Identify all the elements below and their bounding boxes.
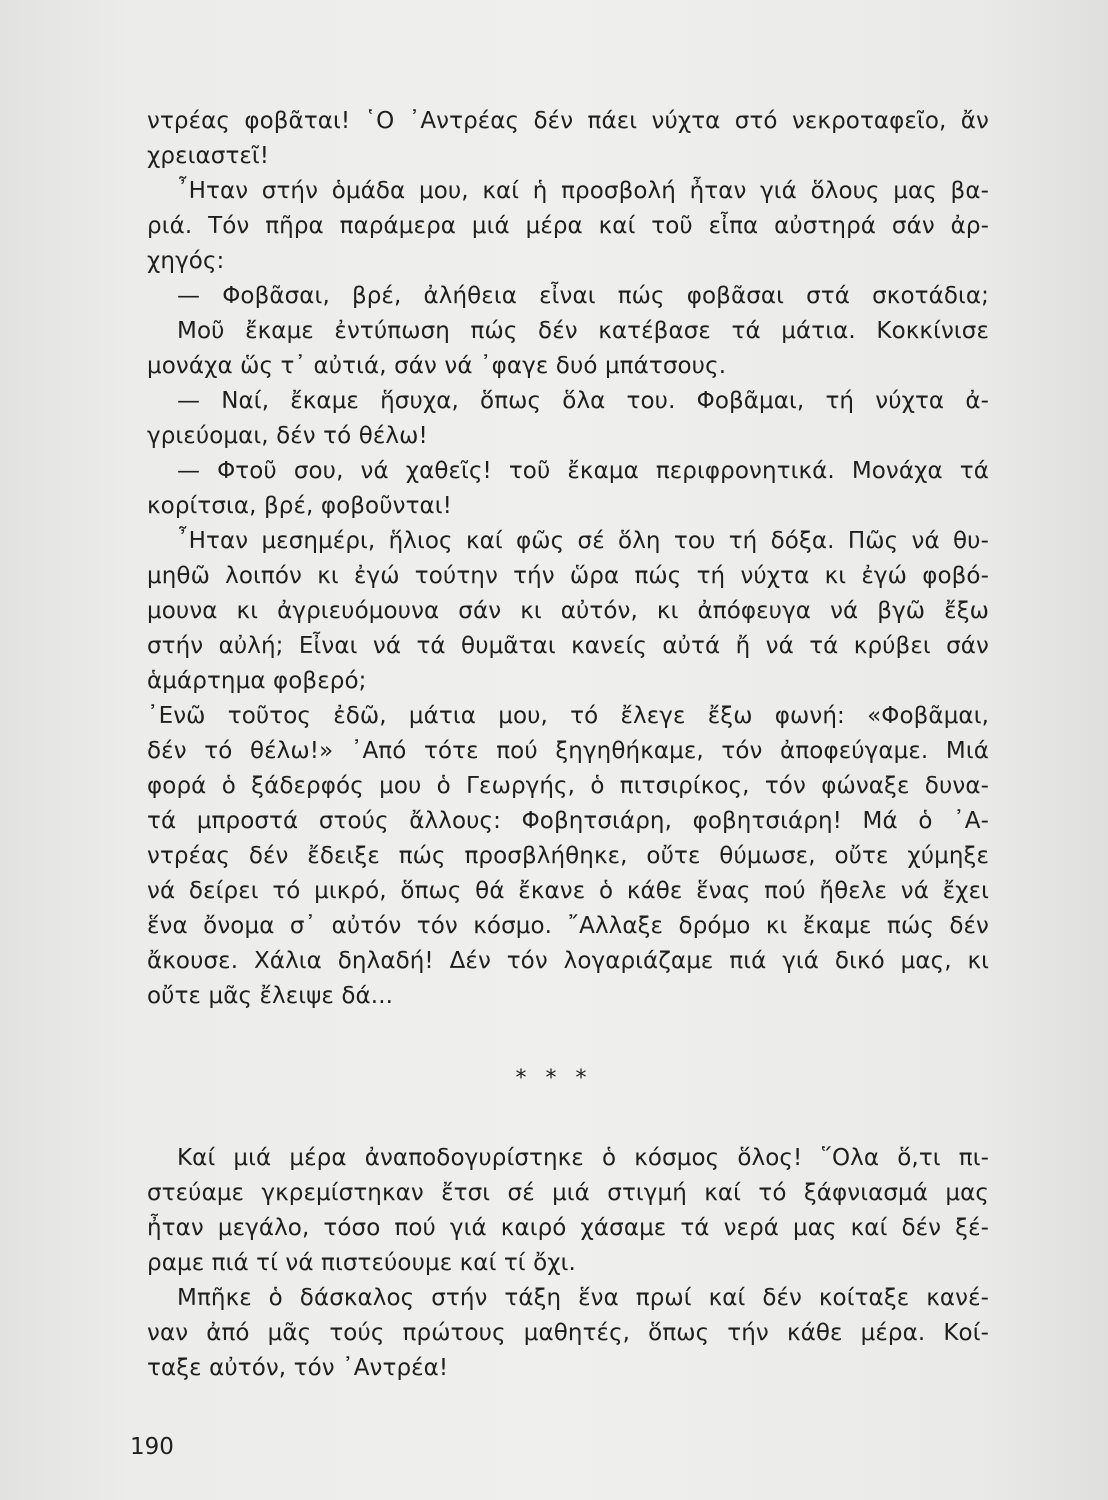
text-line: φορά ὁ ξάδερφός μου ὁ Γεωργής, ὁ πιτσιρίκος, τόν φώναξε δυνα- — [147, 773, 989, 799]
text-line: — Φτοῦ σου, νά χαθεῖς! τοῦ ἔκαμα περιφρονητικά. Μονάχα τά — [177, 458, 989, 484]
text-line: τά μπροστά στούς ἄλλους: Φοβητσιάρη, φοβητσιάρη! Μά ὁ ᾿Α- — [147, 808, 989, 834]
text-line: στήν αὐλή; Εἶναι νά τά θυμᾶται κανείς αὐτά ἤ νά τά κρύβει σάν — [147, 633, 989, 659]
main-text-top — [147, 104, 989, 1014]
text-line: ναν ἀπό μᾶς τούς πρώτους μαθητές, ὅπως τήν κάθε μέρα. Κοί- — [147, 1320, 989, 1346]
text-line: κορίτσια, βρέ, φοβοῦνται! — [147, 493, 452, 519]
text-line: ραμε πιά τί νά πιστεύουμε καί τί ὄχι. — [147, 1250, 576, 1276]
text-line: γριεύομαι, δέν τό θέλω! — [147, 423, 428, 449]
text-line: ᾿Ενῶ τοῦτος ἐδῶ, μάτια μου, τό ἔλεγε ἔξω φωνή: «Φοβᾶμαι, — [147, 703, 989, 729]
text-line: ἄκουσε. Χάλια δηλαδή! Δέν τόν λογαριάζαμε πιά γιά δικό μας, κι — [147, 948, 989, 974]
text-line: ντρέας δέν ἔδειξε πώς προσβλήθηκε, οὔτε θύμωσε, οὔτε χύμηξε — [147, 843, 989, 869]
text-line: ριά. Τόν πῆρα παράμερα μιά μέρα καί τοῦ εἶπα αὐστηρά σάν ἀρ- — [147, 213, 989, 239]
text-line: ἦταν μεγάλο, τόσο πού γιά καιρό χάσαμε τά νερά μας καί δέν ξέ- — [147, 1215, 989, 1241]
text-line: χηγός: — [147, 248, 225, 274]
text-line: Καί μιά μέρα ἀναποδογυρίστηκε ὁ κόσμος ὅλος! ῞Ολα ὅ,τι πι- — [177, 1145, 989, 1171]
text-line: νά δείρει τό μικρό, ὅπως θά ἔκανε ὁ κάθε ἕνας πού ἤθελε νά ἔχει — [147, 878, 989, 904]
text-line: στεύαμε γκρεμίστηκαν ἔτσι σέ μιά στιγμή καί τό ξάφνιασμά μας — [147, 1180, 989, 1206]
main-text-bottom — [147, 1141, 989, 1386]
page-number: 190 — [130, 1434, 174, 1460]
text-line: μηθῶ λοιπόν κι ἐγώ τούτην τήν ὥρα πώς τή νύχτα κι ἐγώ φοβό- — [147, 563, 989, 589]
text-line: ταξε αὐτόν, τόν ᾿Αντρέα! — [147, 1355, 449, 1381]
text-line: Μοῦ ἔκαμε ἐντύπωση πώς δέν κατέβασε τά μάτια. Κοκκίνισε — [177, 318, 989, 344]
text-line: — Φοβᾶσαι, βρέ, ἀλήθεια εἶναι πώς φοβᾶσαι στά σκοτάδια; — [177, 283, 989, 309]
text-line: χρειαστεῖ! — [147, 143, 270, 169]
text-line: ἁμάρτημα φοβερό; — [147, 668, 367, 694]
text-line: Μπῆκε ὁ δάσκαλος στήν τάξη ἕνα πρωί καί δέν κοίταξε κανέ- — [177, 1285, 989, 1311]
text-line: — Ναί, ἔκαμε ἥσυχα, ὅπως ὅλα του. Φοβᾶμαι, τή νύχτα ἀ- — [177, 388, 989, 414]
text-line: δέν τό θέλω!» ᾿Από τότε πού ξηγηθήκαμε, τόν ἀποφεύγαμε. Μιά — [147, 738, 989, 764]
text-line: μουνα κι ἀγριευόμουνα σάν κι αὐτόν, κι ἀπόφευγα νά βγῶ ἔξω — [147, 598, 989, 624]
text-line: ῏Ηταν μεσημέρι, ἥλιος καί φῶς σέ ὅλη του τή δόξα. Πῶς νά θυ- — [177, 528, 989, 554]
text-line: ἕνα ὄνομα σ᾿ αὐτόν τόν κόσμο. ῎Αλλαξε δρόμο κι ἔκαμε πώς δέν — [147, 913, 989, 939]
text-line: οὔτε μᾶς ἔλειψε δά... — [147, 983, 394, 1009]
text-line: μονάχα ὥς τ᾿ αὐτιά, σάν νά ᾿φαγε δυό μπάτσους. — [147, 353, 727, 379]
text-line: ντρέας φοβᾶται! ῾Ο ᾿Αντρέας δέν πάει νύχτα στό νεκροταφεῖο, ἄν — [147, 108, 989, 134]
text-line: ῏Ηταν στήν ὁμάδα μου, καί ἡ προσβολή ἦταν γιά ὅλους μας βα- — [177, 178, 989, 204]
section-separator: * * * — [515, 1066, 593, 1091]
